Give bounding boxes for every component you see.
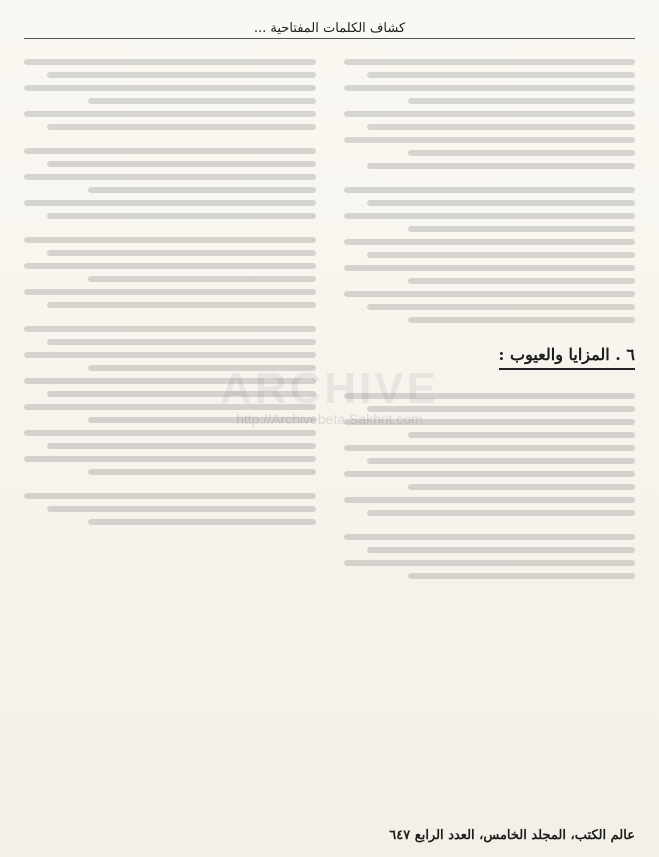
running-header [24,12,635,39]
left-column-paragraph-1 [24,59,316,130]
running-header-title: كشاف الكلمات المفتاحية ... [253,21,406,36]
right-column-paragraph-2 [344,187,636,323]
footer-text: عالم الكتب، المجلد الخامس، العدد الرابع ٦٤٧ [389,827,635,843]
right-column-paragraph-4 [344,534,636,579]
section-heading: ٦ . المزايا والعيوب : [499,345,635,370]
left-column-paragraph-5 [24,493,316,525]
page-footer [24,825,635,845]
two-column-body [24,52,635,813]
watermark-url: http://Archivebeta.Sakhrit.com [236,411,423,427]
watermark-main: ARCHIVE [219,364,440,413]
right-column-paragraph-1 [344,59,636,169]
right-column-paragraph-3 [344,393,636,516]
right-column [344,52,636,813]
left-column [24,52,316,813]
left-column-paragraph-2 [24,148,316,219]
left-column-paragraph-4 [24,326,316,475]
left-column-paragraph-3 [24,237,316,308]
